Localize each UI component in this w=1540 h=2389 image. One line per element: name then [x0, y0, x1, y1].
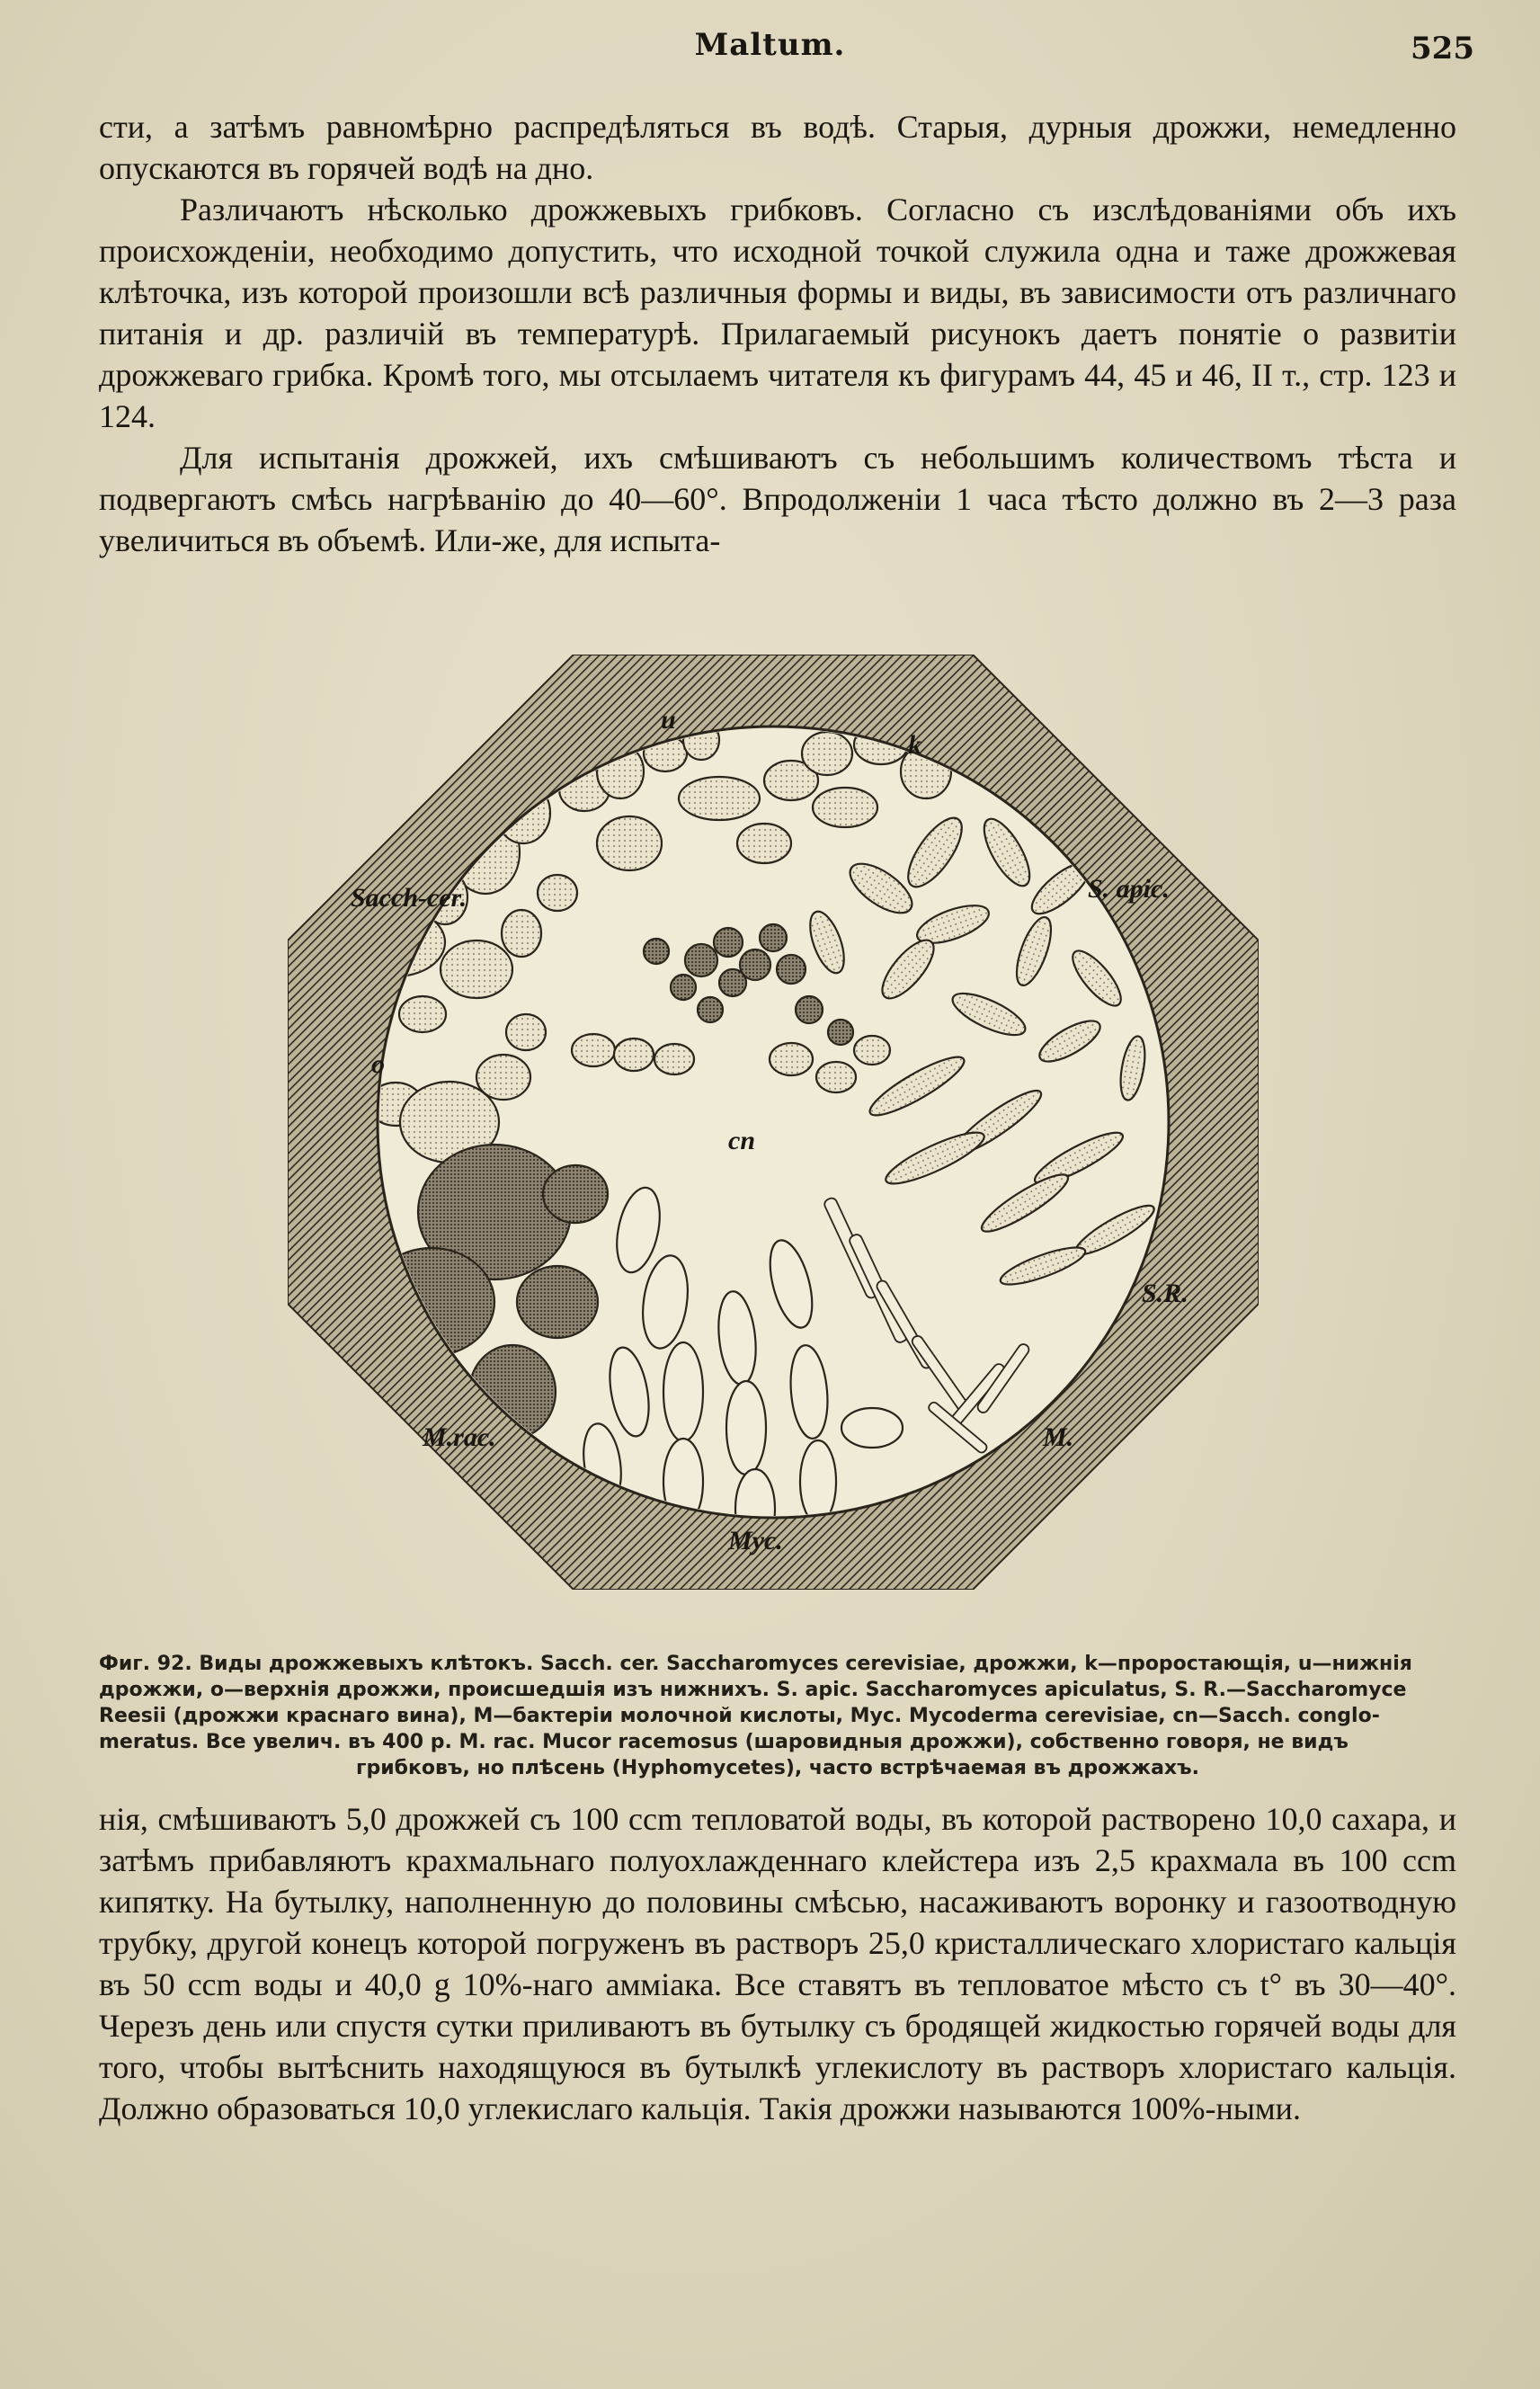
- label-o: o: [371, 1049, 385, 1079]
- label-myc: Myc.: [728, 1526, 783, 1556]
- body-text-top: [99, 106, 1456, 561]
- paragraph: нія, смѣшиваютъ 5,0 дрожжей съ 100 ccm тепловатой воды, въ которой растворено 10,0 сахара, и затѣмъ прибавляютъ крахмальнаго полуохлажденнаго клейстера изъ 2,5 крахмала въ 100 ccm кипятку. На бутылку, наполненную до половины смѣсью, насаживаютъ воронку и газоотводную трубку, другой конецъ которой погруженъ въ растворъ 25,0 кристаллическаго хлористаго кальція въ 50 ccm воды и 40,0 g 10%-наго амміака. Все ставятъ въ тепловатое мѣсто съ t° въ 30—40°. Черезъ день или спустя сутки приливаютъ въ бутылку съ бродящей жидкостью горячей воды для того, чтобы вытѣснить находящуюся въ бутылкѣ углекислоту въ растворъ хлористаго кальція. Должно образоваться 10,0 углекислаго кальція. Такія дрожжи называются 100%-ными.: [99, 1801, 1456, 2126]
- label-s-r: S.R.: [1142, 1279, 1188, 1308]
- body-text-bottom: [99, 1798, 1456, 2129]
- yeast-cells-figure: [288, 655, 1259, 1590]
- page-number: 525: [1411, 31, 1474, 67]
- caption-line: Фиг. 92. Виды дрожжевыхъ клѣтокъ. Sacch. cer. Saccharomyces cerevisiae, дрожжи, k—проростающія, u—нижнія: [99, 1653, 1412, 1675]
- yeast-illustration: [288, 655, 1259, 1590]
- label-s-apic: S. apic.: [1088, 874, 1170, 904]
- caption-line: meratus. Все увелич. въ 400 р. M. rac. Mucor racemosus (шаровидныя дрожжи), собственно говоря, не видъ: [99, 1731, 1349, 1753]
- label-u: u: [661, 705, 676, 735]
- caption-line: грибковъ, но плѣсень (Hyphomycetes), часто встрѣчаемая въ дрожжахъ.: [355, 1757, 1199, 1779]
- label-m: M.: [1043, 1422, 1074, 1452]
- caption-line: Reesii (дрожжи краснаго вина), M—бактеріи молочной кислоты, Myc. Mycoderma cerevisiae, cn—Sacch. conglo-: [99, 1705, 1380, 1727]
- label-sacch-cer: Sacch-cer.: [351, 883, 467, 913]
- label-cn: cn: [728, 1126, 755, 1155]
- running-header-title: Maltum.: [694, 27, 846, 63]
- label-k: k: [908, 730, 921, 760]
- figure-caption: [99, 1651, 1456, 1781]
- paragraph: сти, а затѣмъ равномѣрно распредѣляться въ водѣ. Старыя, дурныя дрожжи, немедленно опускаются въ горячей водѣ на дно.: [99, 109, 1456, 186]
- paragraph: Для испытанія дрожжей, ихъ смѣшиваютъ съ небольшимъ количествомъ тѣста и подвергаютъ смѣсь нагрѣванію до 40—60°. Впродолженіи 1 часа тѣсто должно въ 2—3 раза увеличиться въ объемѣ. Или-же, для испыта-: [99, 440, 1456, 558]
- caption-line: дрожжи, o—верхнія дрожжи, происшедшія изъ нижнихъ. S. apic. Saccharomyces apiculatus, S. R.—Saccharomyce: [99, 1679, 1407, 1701]
- paragraph: Различаютъ нѣсколько дрожжевыхъ грибковъ. Согласно съ изслѣдованіями объ ихъ происхожденіи, необходимо допустить, что исходной точкой служила одна и таже дрожжевая клѣточка, изъ которой произошли всѣ различныя формы и виды, въ зависимости отъ различнаго питанія и др. различій въ температурѣ. Прилагаемый рисунокъ даетъ понятіе о развитіи дрожжеваго грибка. Кромѣ того, мы отсылаемъ читателя къ фигурамъ 44, 45 и 46, II т., стр. 123 и 124.: [99, 192, 1456, 434]
- label-m-rac: M.rac.: [423, 1422, 496, 1452]
